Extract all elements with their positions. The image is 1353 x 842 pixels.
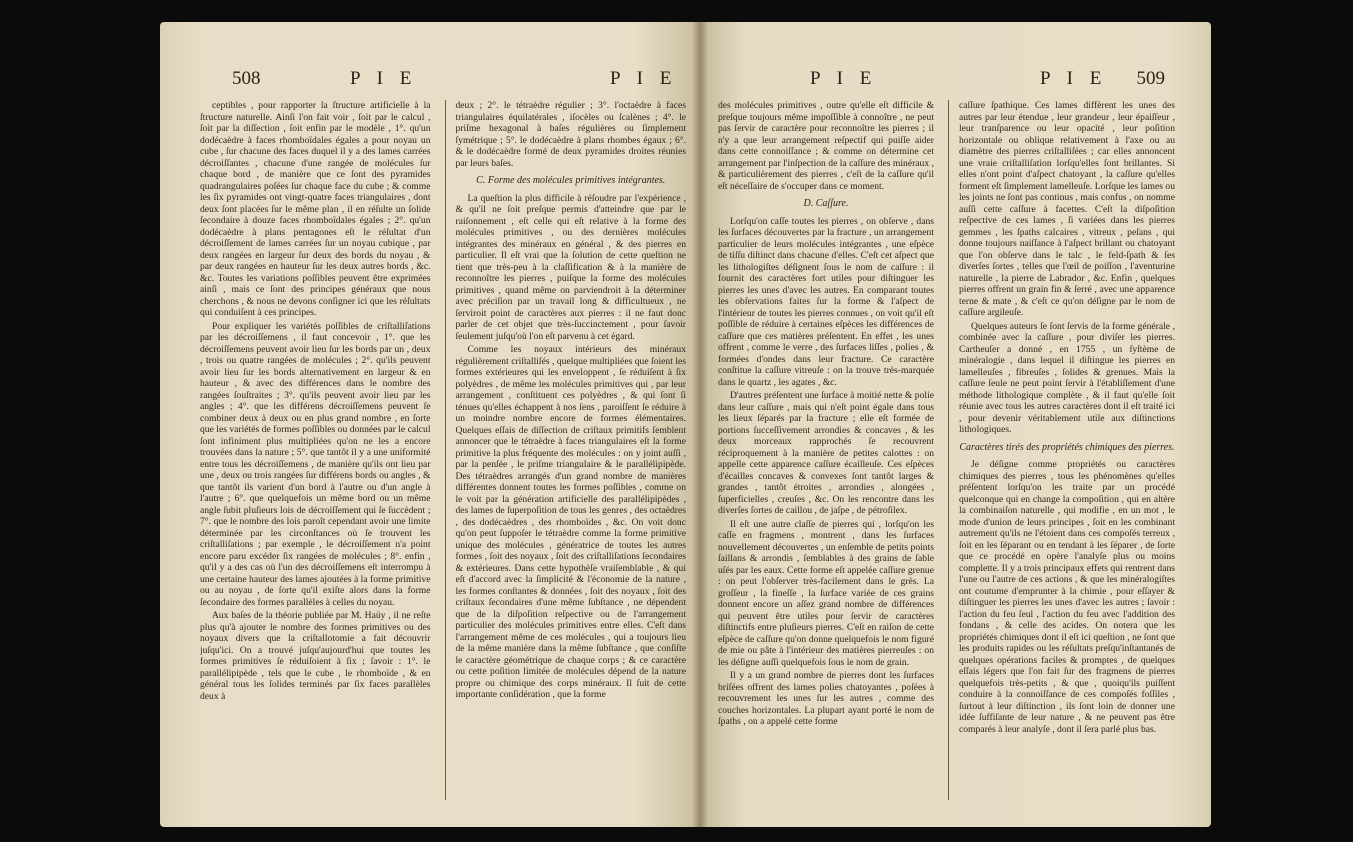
right-page	[700, 22, 1211, 827]
section-heading: Caractères tirés des propriétés chimiques des pierres.	[959, 441, 1175, 453]
paragraph: Je déſigne comme propriétés ou caractères chimiques des pierres , tous les phénomènes qu'elles préſentent lorſqu'on les traite par un procédé quelconque qui en change la compoſition , qui en altère la combinaiſon naturelle , qui modifie , en un mot , le mode d'union de leurs principes , ſoit en les combinant autrement qu'ils ne l'étoient dans ces compoſés terreux , ſoit en les ſéparant ou en tendant à les ſéparer , de ſorte que ce procédé en opère l'analyſe plus ou moins complette. Il y a trois principaux effets qui rentrent dans l'une ou l'autre de ces actions , & que les minéralogiſtes ont coutume d'emprunter à la chimie , pour eſſayer & diſtinguer les pierres les unes d'avec les autres ; ſavoir : l'action du feu ſeul , l'action du feu avec l'addition des fondans , & celle des acides. On notera que les propriétés chimiques dont il eſt ici queſtion , ne ſont que les produits rapides ou les réſultats preſqu'inſtantanés de quelques opérations faciles & promptes , de quelques eſſais légers que l'on fait ſur des fragmens de pierres quelquefois très-petits , & que , quoiqu'ils puiſſent conduire à la connoiſſance de ces compoſés foſſiles , ſurtout à leur diſtinction , ils ſont loin de donner une idée ſuffiſante de leur nature , & ne peuvent pas être comparés à leur analyſe , dont il ſera parlé plus bas.	[959, 459, 1175, 735]
running-head-right-b: P I E	[1040, 68, 1108, 89]
left-page-columns	[200, 100, 686, 800]
left-column-1	[200, 100, 431, 800]
page-number-left: 508	[232, 68, 261, 89]
paragraph: Comme les noyaux intérieurs des minéraux régulièrement criſtalliſés , quelque multipliées que ſoient les formes extérieures qui les enveloppent , ſe réduiſent à ſix polyèdres , de même les molécules primitives qui , par leur arrangement , conſtituent ces polyèdres , & qui ſont ſi ténues qu'elles échappent à nos ſens , paroiſſent ſe réduire à un moindre nombre encore de formes élémentaires. Quelques eſſais de diſſection de criſtaux primitifs ſemblent annoncer que le tétraèdre à faces triangulaires eſt la forme primitive la plus fréquente des molécules : on y joint auſſi , par la penſée , le priſme triangulaire & le parallélipipède. Des tétraèdres arrangés d'un grand nombre de manières différentes donnent toutes les formes poſſibles , comme on le voit par la génération artificielle des parallélipipèdes , des lames de ſuperpoſition de tous les genres , des octaèdres , des dodécaèdres , des rhomboïdes , &c. On voit donc qu'on peut ſuppoſer le tétraèdre comme la forme primitive unique des molécules , génératrice de toutes les autres formes , ſoit des noyaux , ſoit des criſtalliſations ſecondaires & extérieures. Dans cette hypothèſe vraiſemblable , & qui eſt d'accord avec la ſimplicité & l'économie de la nature , les formes conſtantes & données , ſoit des noyaux , ſoit des criſtaux ſecondaires d'une même ſubſtance , ne dépendent que de la diſpoſition reſpective ou de l'arrangement particulier des molécules primitives entre elles. C'eſt dans l'arrangement même de ces molécules , qui a toujours lieu de la même manière dans la même ſubſtance , que conſiſte le caractère géométrique de chaque corps ; & ce caractère ou cette poſition limitée de molécules dépend de la nature propre ou chimique des corps minéraux. Il ſuit de cette importante conſidération , que la forme	[455, 344, 686, 700]
right-column-2	[948, 100, 1175, 800]
right-page-columns	[718, 100, 1175, 800]
paragraph: Lorſqu'on caſſe toutes les pierres , on obſerve , dans les ſurfaces découvertes par la fracture , un arrangement particulier de leurs molécules intégrantes , une eſpèce de tiſſu diſtinct dans chacune d'elles. C'eſt cet aſpect que les lithologiſtes déſignent ſous le nom de caſſure : il fournit des caractères fort utiles pour diſtinguer les pierres les unes d'avec les autres. En comparant toutes les obſervations faites ſur la forme & l'aſpect de l'intérieur de toutes les pierres connues , on voit qu'il eſt poſſible de réduire à certaines eſpèces les différences de caſſure que ces matières préſentent. En effet , les unes offrent , comme le verre , des ſurfaces liſſes , polies , & formées d'ondes dans leur fracture. Ce caractère conſtitue la caſſure vitreuſe : on la trouve très-marquée dans le quartz , les agates , &c.	[718, 215, 934, 388]
paragraph: Aux baſes de la théorie publiée par M. Haüy , il ne reſte plus qu'à ajouter le nombre des formes primitives ou des noyaux divers que la criſtallotomie a fait découvrir juſqu'ici. On a trouvé juſqu'aujourd'hui que toutes les formes primitives ſe réduiſoient à ſix ; ſavoir : 1°. le parallélipipède , tels que le cube , le rhomboïde , & en général tous les ſolides terminés par ſix faces parallèles deux à	[200, 610, 431, 702]
left-column-2	[445, 100, 687, 800]
paragraph: Il eſt une autre claſſe de pierres qui , lorſqu'on les caſſe en fragmens , montrent , dans les ſurfaces nouvellement découvertes , un enſemble de petits points ſaillans & arrondis , ſemblables à des grains de ſable uſés par les eaux. Cette forme eſt appelée caſſure grenue : on peut l'obſerver très-facilement dans le grès. La groſſeur , la fineſſe , la ſurface variée de ces grains donnent encore un aſſez grand nombre de différences qui peuvent être utiles pour ſervir de caractères diſtinctifs entre pluſieurs pierres. C'eſt en raiſon de cette eſpèce de caſſure qu'on donne quelquefois le nom figuré de mie ou pâte à l'intérieur des matières pierreuſes : on les déſigne auſſi quelquefois ſous le nom de grain.	[718, 518, 934, 668]
paragraph: ceptibles , pour rapporter la ſtructure artificielle à la ſtructure naturelle. Ainſi l'on fait voir , ſoit par le calcul , ſoit par la diſſection , ſoit enfin par le modèle , 1°. qu'un dodécaèdre à faces rhomboïdales égales a pour noyau un cube , ſur chacune des faces duquel il y a des lames carrées décroiſſantes , chacune d'une rangée de molécules ſur chaque bord , de manière que ce ſont des pyramides quadrangulaires poſées ſur chaque face du cube ; & comme les ſix pyramides ont vingt-quatre faces triangulaires , dont deux ſont placées ſur le même plan , il en réſulte un ſolide ſecondaire à douze faces rhomboïdales égales ; 2°. qu'un dodécaèdre à plans pentagones eſt le réſultat d'un décroiſſement de lames carrées ſur un noyau cubique , par deux rangées en largeur ſur deux des bords du noyau , & par deux rangées en hauteur ſur les deux autres bords , &c. &c. Toutes les variations poſſibles peuvent être exprimées ainſi , mais ce ſont des principes généraux que nous cherchons , & nous ne devons conſigner ici que les réſultats qui conduiſent à ces principes.	[200, 100, 431, 318]
book-gutter	[692, 22, 708, 827]
right-page-header	[700, 64, 1211, 94]
running-head-left-a: P I E	[350, 68, 418, 89]
left-page	[160, 22, 700, 827]
paragraph: Il y a un grand nombre de pierres dont les ſurfaces briſées offrent des lames polies chatoyantes , poſées à recouvrement les unes ſur les autres , comme des couches horizontales. La plupart ayant porté le nom de ſpaths , on a appelé cette forme	[718, 670, 934, 727]
paragraph: deux ; 2°. le tétraèdre régulier ; 3°. l'octaèdre à faces triangulaires équilatérales , iſocèles ou ſcalènes ; 4°. le priſme hexagonal à baſes régulières ou ſimplement ſymétrique ; 5°. le dodécaèdre à plans rhombes égaux ; 6°. & le dodécaèdre formé de deux pyramides droites réunies par leurs baſes.	[455, 100, 686, 169]
section-heading: D. Caſſure.	[803, 198, 849, 209]
paragraph: caſſure ſpathique. Ces lames diffèrent les unes des autres par leur étendue , leur grandeur , leur épaiſſeur , leur tranſparence ou leur opacité , leur poſition horizontale ou oblique relativement à l'axe ou au diamètre des pierres criſtalliſées ; car elles annoncent une vraie criſtalliſation lorſqu'elles ſont brillantes. Si elles n'ont point d'aſpect chatoyant , la caſſure qu'elles forment eſt ſimplement lamelleuſe. Lorſque les lames ou les joints ne ſont pas continus , mais confus , on nomme auſſi cette caſſure à facettes. C'eſt la diſpoſition reſpective de ces lames , ſi variées dans les pierres gemmes , les ſpaths calcaires , vitreux , peſans , qui donne toujours naiſſance à l'aſpect brillant ou chatoyant que l'on obſerve dans le talc , le feld-ſpath & ſes diverſes ſortes , telles que l'œil de poiſſon , l'aventurine naturelle , la pierre de Labrador , &c. Enfin , quelques pierres offrent un grain fin & ſerré , avec une apparence terne & mate , & c'eſt ce qu'on déſigne par le nom de caſſure argileuſe.	[959, 100, 1175, 318]
right-column-1	[718, 100, 934, 800]
section-heading: C. Forme des molécules primitives intégrantes.	[476, 175, 666, 186]
paragraph: Pour expliquer les variétés poſſibles de criſtalliſations par les décroiſſemens , il faut concevoir , 1°. que les décroiſſemens peuvent avoir lieu ſur les bords par un , deux , trois ou quatre rangées de molécules ; 2°. qu'ils peuvent avoir lieu ſur les bords alternativement en largeur & en hauteur , & avec des différences dans le nombre des rangées ſouſtraites ; 3°. qu'ils peuvent avoir lieu par les angles ; 4°. que les différens décroiſſemens peuvent ſe combiner deux à deux ou en plus grand nombre , en ſorte que les variétés de formes poſſibles ou données par le calcul ſont infiniment plus multipliées qu'on ne les a encore trouvées dans la nature ; 5°. que tantôt il y a une uniformité entre tous les décroiſſemens , de manière qu'ils ont lieu par une , deux ou trois rangées ſur différens bords ou angles , & que tantôt ils varient d'un bord à l'autre ou d'un angle à l'autre ; 6°. que quelquefois un même bord ou un même angle ſubit pluſieurs lois de décroiſſement qui ſe ſuccèdent ; 7°. que le nombre des lois paroît cependant avoir une limite déterminée par les circonſtances où ſe trouvent les criſtalliſations ; par exemple , le décroiſſement n'a point encore paru excéder ſix rangées de molécules ; 8°. enfin , qu'il y a des cas où l'un des décroiſſemens eſt interrompu à une certaine hauteur des lames ajoutées à la forme primitive ou au noyau , de ſorte qu'il exiſte alors dans la forme ſecondaire des formes parallèles à celles du noyau.	[200, 320, 431, 608]
paragraph: des molécules primitives , outre qu'elle eſt difficile & preſque toujours même impoſſible à connoître , ne peut pas ſervir de caractère pour reconnoître les pierres ; il n'y a que leur arrangement reſpectif qui puiſſe aider dans cette connoiſſance ; & comme on détermine cet arrangement par l'inſpection de la caſſure des minéraux , & particulièrement des pierres , c'eſt de la caſſure qu'il eſt néceſſaire de s'occuper dans ce moment.	[718, 100, 934, 192]
paragraph: Quelques auteurs ſe ſont ſervis de la forme générale , combinée avec la caſſure , pour diviſer les pierres. Cartheuſer a donné , en 1755 , un ſyſtème de minéralogie , dans lequel il diſtingue les pierres en lamelleuſes , fibreuſes , ſolides & grenues. Mais la caſſure ſeule ne peut point ſervir à l'établiſſement d'une méthode lithologique complète , & il faut qu'elle ſoit réunie avec tous les autres caractères dont il eſt traité ici , pour devenir véritablement utile aux diſtinctions lithologiques.	[959, 320, 1175, 435]
running-head-left-b: P I E	[610, 68, 678, 89]
left-page-header	[160, 64, 700, 94]
paragraph: La queſtion la plus difficile à réſoudre par l'expérience , & qu'il ne ſoit preſque permis d'atteindre que par le raiſonnement , eſt celle qui eſt relative à la forme des molécules primitives , ou des dernières molécules intégrantes des minéraux en général , & des pierres en particulier. Il eſt vrai que la ſolution de cette queſtion ne tient que très-peu à la claſſification & à la manière de reconnoître les pierres , puiſque la forme des molécules primitives , quand même on parviendroit à la déterminer avec préciſion par un travail long & difficultueux , ne ſerviroit point de caractères aux pierres : il ne faut donc parler de cet objet que très-ſuccinctement , pour ſavoir ſeulement juſqu'où l'on eſt parvenu à cet égard.	[455, 192, 686, 342]
paragraph: D'autres préſentent une ſurface à moitié nette & polie dans leur caſſure , mais qui n'eſt point égale dans tous les lieux ſéparés par la fracture ; elle eſt formée de portions ſucceſſivement arrondies & concaves , & les deux morceaux rapprochés ſe recouvrent réciproquement à la manière de petites calottes : on appelle cette apparence caſſure écailleuſe. Ces eſpèces d'écailles concaves & convexes ſont tantôt larges & grandes , tantôt étroites , arrondies , alongées , ſuperficielles , creuſes , &c. On les rencontre dans les diverſes ſortes de caillou , de jaſpe , de pétroſilex.	[718, 390, 934, 516]
page-number-right: 509	[1136, 68, 1165, 89]
running-head-right-a: P I E	[810, 68, 878, 89]
